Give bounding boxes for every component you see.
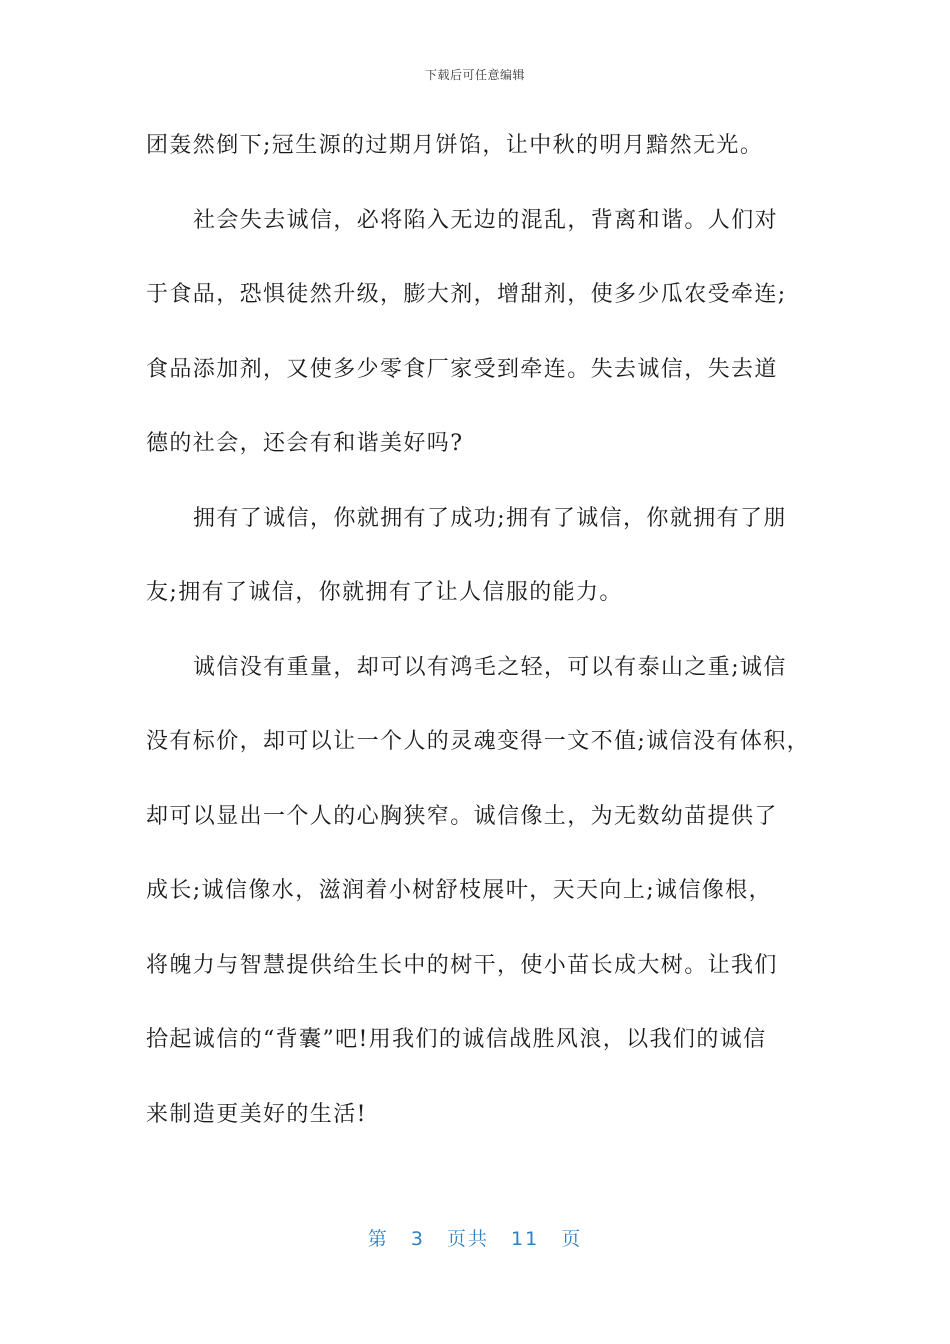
text-line: 食品添加剂，又使多少零食厂家受到牵连。失去诚信，失去道	[146, 356, 778, 382]
page-number-footer: 第 3 页共 11 页	[367, 1228, 583, 1250]
text-line: 拾起诚信的“背囊”吧!用我们的诚信战胜风浪，以我们的诚信	[146, 1027, 767, 1052]
text-line: 成长;诚信像水，滋润着小树舒枝展叶，天天向上;诚信像根，	[146, 878, 773, 903]
text-line: 诚信没有重量，却可以有鸿毛之轻，可以有泰山之重;诚信	[193, 654, 787, 680]
text-line: 社会失去诚信，必将陷入无边的混乱，背离和谐。人们对	[193, 207, 779, 233]
page-header-note: 下载后可任意编辑	[424, 68, 525, 82]
text-line: 拥有了诚信，你就拥有了成功;拥有了诚信，你就拥有了朋	[193, 505, 787, 531]
text-line: 来制造更美好的生活!	[146, 1101, 367, 1127]
text-line: 将魄力与智慧提供给生长中的树干，使小苗长成大树。让我们	[146, 952, 778, 978]
text-line: 友;拥有了诚信，你就拥有了让人信服的能力。	[146, 580, 623, 605]
text-line: 没有标价，却可以让一个人的灵魂变得一文不值;诚信没有体积，	[146, 729, 811, 754]
text-line: 却可以显出一个人的心胸狭窄。诚信像土，为无数幼苗提供了	[146, 803, 778, 829]
text-line: 团轰然倒下;冠生源的过期月饼馅，让中秋的明月黯然无光。	[146, 133, 764, 158]
document-body	[146, 124, 826, 1167]
text-line: 于食品，恐惧徒然升级，膨大剂，增甜剂，使多少瓜农受牵连;	[146, 282, 787, 307]
text-line: 德的社会，还会有和谐美好吗?	[146, 431, 464, 456]
